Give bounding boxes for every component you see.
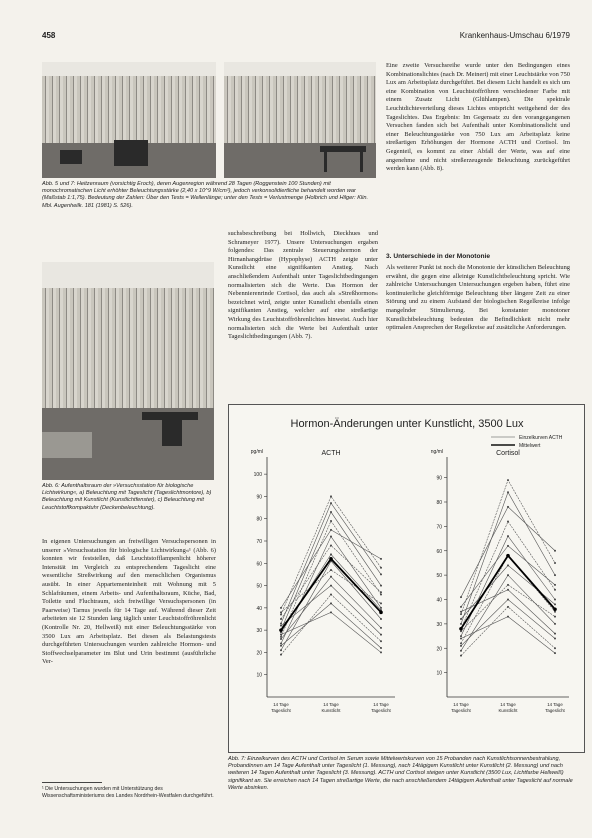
- y-tick-label: 100: [253, 472, 262, 479]
- left-column-paragraph: In eigenen Untersuchungen an freiwilligen Versuchspersonen in unserer »Versuchsstation für biologische Lichtwirkung«¹ (Abb. 6) konnten wir feststellen, daß Leuchtstofflampenlicht höherer Intensität im Vergleich zu entsprechendem Tageslicht eine wesentliche Streßwirkung auf den menschlichen Organismus ausübt. In einer Appartementeinheit mit Wohnung mit 5 Schlafräumen, einem Arbeits- und Aufenthaltsraum, Küche, Bad, Toilette und Fluchtraum, sich freiwillige Versuchspersonen (in Paarweise) Tarnus jeweils für 14 Tage auf. Während dieser Zeit arbeiteten sie 12 Stunden lang täglich unter Leuchtstoffröhrenlicht (Kontrolle Nr. 20, Hellweiß) mit einer Beleuchtungsstärke von 3500 Lux am Arbeitsplatz. Bei diesen als Belastungstests durchgeführten Untersuchungen wurden zahlreiche Hormon- und Stoffwechselparameter im Blut und Urin bestimmt (ausführliche Ver-: [42, 538, 216, 666]
- legend-label-mean: Mittelwert: [519, 443, 541, 449]
- panel-title-acth: ACTH: [321, 450, 341, 457]
- fig6-caption: Abb. 6: Aufenthaltsraum der »Versuchsstation für biologische Lichtwirkung«, a) Beleuchtung mit Tageslicht (Tageslichtmontore), b) Beleuchtung mit Kunstlicht (Kunstlichtfenster), c) Beleuchtung mit Leuchtstoffkompaktuhr (Deckenbeleuchtung).: [42, 483, 212, 511]
- data-point: [460, 642, 462, 644]
- data-point: [460, 618, 462, 620]
- y-tick-label: 40: [436, 597, 442, 604]
- left-column-text: [42, 538, 216, 667]
- chart-title: Hormon-Änderungen unter Kunstlicht, 3500 Lux: [290, 418, 524, 430]
- data-point: [380, 567, 382, 569]
- data-point: [380, 640, 382, 642]
- y-tick-label: 20: [256, 650, 262, 657]
- data-point: [460, 638, 462, 640]
- y-unit-acth: pg/ml: [250, 449, 263, 455]
- data-point: [380, 593, 382, 595]
- y-tick-label: 30: [436, 621, 442, 628]
- mean-point: [379, 611, 383, 615]
- right-column-paragraph-1: Eine zweite Versuchsreihe wurde unter den Bedingungen eines Kombinationslichtes (nach Dr. Meinert) mit einer Leuchtstärke von 750 Lux am Arbeitsplatz durchgeführt. Bei diesem Licht handelt es sich um eine Kombination von Leuchtstoffröhren verschiedener Farbe mit einem Zusatz Licht (Glühlampen). Die spektrale Leuchtdichteverteilung dieses Lichtes entspricht weitgehend der des Tageslichtes. Das Ergebnis: Im Gegensatz zu den vorangegangenen Versuchen fanden sich bei Aufenthalt unter Kombinationslicht und einer Beleuchtungsstärke von 750 Lux am Arbeitsplatz keine streßartigen Erhöhungen der Hormone ACTH und Cortisol. Im Gegenteil, es kommt zu einer Abfall der Werte, was auf eine angenehme und nicht streßerzeugende Beleuchtung zurückgeführt werden kann (Abb. 8).: [386, 62, 570, 173]
- x-tick-label: 14 Tage: [547, 702, 563, 707]
- data-point: [380, 573, 382, 575]
- y-tick-label: 80: [256, 516, 262, 523]
- mean-point: [279, 628, 283, 632]
- data-point: [507, 599, 509, 601]
- data-point: [380, 627, 382, 629]
- data-point: [330, 576, 332, 578]
- x-tick-label: Kunstlicht: [498, 708, 518, 713]
- data-point: [554, 638, 556, 640]
- data-point: [554, 550, 556, 552]
- data-point: [554, 584, 556, 586]
- mean-point: [506, 554, 510, 558]
- y-tick-label: 60: [256, 561, 262, 568]
- y-tick-label: 90: [256, 494, 262, 501]
- data-point: [460, 596, 462, 598]
- data-point: [507, 584, 509, 586]
- mean-point: [553, 607, 557, 611]
- data-point: [280, 622, 282, 624]
- y-tick-label: 40: [256, 605, 262, 612]
- panel-title-cortisol: Cortisol: [496, 450, 520, 457]
- data-point: [380, 618, 382, 620]
- data-point: [554, 652, 556, 654]
- mean-line: [461, 556, 555, 629]
- y-tick-label: 50: [436, 573, 442, 580]
- data-point: [330, 569, 332, 571]
- right-column-paragraph-2: Als weiterer Punkt ist noch die Monotonie der künstlichen Beleuchtung erwähnt, die gegen eine alleinige Kunstlichtbeleuchtung spricht. Wie zahlreiche Untersuchungen Untersuchungen ergeben haben, führt eine kontinuierliche gleichförmige Beleuchtung über längere Zeit zu einer Störung und zu einem Aufstand der biologischen Regelkreise infolge mangelnder Stimulierung. Bei konstanter monotoner Kunstlichtbeleuchtung bedeuten die Befindlichkeit nicht mehr optimalen Ansprechen der Regelkreise auf zusätzliche Anforderungen.: [386, 264, 570, 332]
- journal-title: Krankenhaus-Umschau 6/1979: [459, 31, 570, 40]
- photo-lounge: [42, 262, 214, 480]
- data-point: [280, 625, 282, 627]
- y-tick-label: 50: [256, 583, 262, 590]
- data-point: [507, 616, 509, 618]
- individual-line: [461, 536, 555, 636]
- x-tick-label: Tageslicht: [545, 708, 565, 713]
- mean-point: [329, 557, 333, 561]
- data-point: [330, 593, 332, 595]
- data-point: [507, 479, 509, 481]
- fig7-caption: Abb. 7: Einzelkurven des ACTH und Cortisol im Serum sowie Mittelwertskurven von 15 Probanden nach Kunstlichtsonnenbestrahlung, Probandinnen am 14 Tage Aufenthalt unter Tageslicht (1. Messung), nach 14tägigem Kunstlicht unter Kunstlicht (2. Messung) und nach weiteren 14 Tagen Aufenthalt unter Tageslicht (3. Messung). ACTH und Cortisol steigen unter Kunstlicht (3500 Lux, Lichtfarbe Hellweiß) signifikant an. Sie erreichen nach 14 Tagen streßartige Werte, die nach anschließendem 14tägigem Aufenthalt unter Tageslicht auf normale Werte absinken.: [228, 756, 573, 791]
- data-point: [554, 633, 556, 635]
- data-point: [330, 553, 332, 555]
- x-tick-label: 14 Tage: [273, 702, 289, 707]
- data-point: [460, 611, 462, 613]
- individual-line: [461, 575, 555, 651]
- individual-line: [281, 561, 381, 650]
- photo-room-a: [42, 62, 216, 178]
- individual-line: [461, 492, 555, 624]
- footnote-rule: [42, 782, 102, 783]
- middle-column-text: [228, 230, 378, 342]
- individual-line: [281, 612, 381, 652]
- data-point: [507, 506, 509, 508]
- data-point: [507, 589, 509, 591]
- data-point: [330, 511, 332, 513]
- fig5-caption: Abb. 5 und 7: Heitzenraum (vorsichtig Eroch), deren Augenregion während 28 Tagen (Roggenstein 100 Stunden) mit monochromatischen Licht erhöhter Beleuchtungsstärke (2,40 x 10^9 W/cm²), jedoch verkonsolidiertliche behandelt worden war (Maßstab 1:1,75). Bedeutung der Zahlen: Über den Tests = Wellenlänge; unter den Tests = Verlustmenge (Holbrich und Hilger: Klin. Mbl. Augenheilk. 181 (1981) S. 526).: [42, 181, 369, 209]
- x-tick-label: Tageslicht: [371, 708, 391, 713]
- y-tick-label: 10: [436, 670, 442, 677]
- x-tick-label: Kunstlicht: [321, 708, 341, 713]
- data-point: [280, 614, 282, 616]
- data-point: [330, 520, 332, 522]
- data-point: [380, 647, 382, 649]
- data-point: [280, 607, 282, 609]
- x-tick-label: 14 Tage: [453, 702, 469, 707]
- y-tick-label: 70: [256, 539, 262, 545]
- mean-point: [459, 627, 463, 631]
- data-point: [330, 544, 332, 546]
- data-point: [554, 589, 556, 591]
- data-point: [507, 574, 509, 576]
- y-tick-label: 10: [256, 672, 262, 679]
- data-point: [507, 491, 509, 493]
- data-point: [554, 599, 556, 601]
- y-tick-label: 60: [436, 548, 442, 555]
- data-point: [554, 603, 556, 605]
- x-tick-label: 14 Tage: [323, 702, 339, 707]
- legend-label-individual: Einzelkurven ACTH: [519, 435, 563, 441]
- middle-column-paragraph: suchsbeschreibung bei Hollwich, Dieckhues und Schrameyer 1977). Unsere Untersuchungen ergaben folgendes: Das zentrale Steuerungshormon der Hirnanhangdrüse (Hypophyse) ACTH zeigte unter Kunstlicht eine signifikanten Anstieg. Nach anschließendem Aufenthalt unter Tageslichtbedingungen normalisierten sich die Werte. Das Hormon der Nebennierenrinde Cortisol, das auch als »Streßhormon« bezeichnet wird, zeigte unter Kunstlicht ebenfalls einen signifikanten Anstieg, welcher auf eine streßartige Wirkung des Leuchtstoffröhrenlichtes hinweist. Auch hier normalisierten sich die Werte bei Aufenthalt unter Tageslichtbedingungen (Abb. 7).: [228, 230, 378, 341]
- y-tick-label: 70: [436, 524, 442, 531]
- data-point: [507, 521, 509, 523]
- x-tick-label: Tageslicht: [451, 708, 471, 713]
- page-header: [42, 31, 570, 43]
- individual-line: [461, 607, 555, 656]
- y-tick-label: 20: [436, 646, 442, 653]
- data-point: [330, 611, 332, 613]
- x-tick-label: Tageslicht: [271, 708, 291, 713]
- data-point: [460, 655, 462, 657]
- data-point: [380, 651, 382, 653]
- y-tick-label: 90: [436, 475, 442, 482]
- data-point: [280, 636, 282, 638]
- data-point: [554, 574, 556, 576]
- data-point: [330, 585, 332, 587]
- data-point: [280, 649, 282, 651]
- data-point: [330, 495, 332, 497]
- data-point: [380, 585, 382, 587]
- individual-line: [281, 521, 381, 637]
- data-point: [554, 562, 556, 564]
- footnote: ¹ Die Untersuchungen wurden mit Unterstützung des Wissenschaftsministeriums des Landes Nordrhein-Westfalen durchgeführt.: [42, 786, 214, 799]
- data-point: [330, 536, 332, 538]
- page-number: 458: [42, 31, 56, 40]
- individual-line: [461, 617, 555, 654]
- data-point: [507, 535, 509, 537]
- data-point: [507, 545, 509, 547]
- y-unit-cortisol: ng/ml: [430, 449, 443, 455]
- data-point: [330, 502, 332, 504]
- data-point: [380, 591, 382, 593]
- data-point: [554, 616, 556, 618]
- hormone-chart: [228, 404, 585, 753]
- x-tick-label: 14 Tage: [373, 702, 389, 707]
- data-point: [460, 606, 462, 608]
- data-point: [460, 650, 462, 652]
- y-tick-label: 80: [436, 500, 442, 506]
- data-point: [507, 564, 509, 566]
- data-point: [460, 635, 462, 637]
- data-point: [280, 618, 282, 620]
- data-point: [554, 623, 556, 625]
- data-point: [460, 623, 462, 625]
- right-column-top: [386, 62, 570, 174]
- data-point: [460, 613, 462, 615]
- data-point: [380, 558, 382, 560]
- data-point: [507, 606, 509, 608]
- data-point: [280, 643, 282, 645]
- data-point: [280, 638, 282, 640]
- section-heading: 3. Unterschiede in der Monotonie: [386, 253, 491, 260]
- data-point: [554, 647, 556, 649]
- data-point: [330, 529, 332, 531]
- data-point: [280, 611, 282, 613]
- data-point: [330, 602, 332, 604]
- data-point: [380, 607, 382, 609]
- x-tick-label: 14 Tage: [500, 702, 516, 707]
- right-column-bottom: [386, 264, 570, 333]
- data-point: [380, 602, 382, 604]
- photo-room-b: [224, 62, 376, 178]
- data-point: [460, 645, 462, 647]
- data-point: [280, 645, 282, 647]
- data-point: [280, 634, 282, 636]
- hormone-chart-svg: [229, 405, 584, 752]
- data-point: [380, 634, 382, 636]
- y-tick-label: 30: [256, 628, 262, 635]
- data-point: [280, 654, 282, 656]
